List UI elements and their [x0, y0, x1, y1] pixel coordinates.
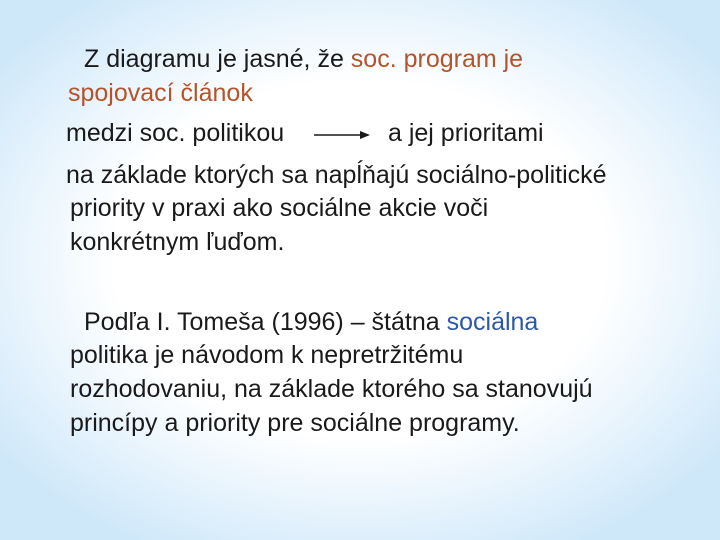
- p1-line-5: priority v praxi ako sociálne akcie voči: [70, 194, 489, 222]
- p1-line-3-left: medzi soc. politikou: [66, 119, 285, 147]
- p2-line-1-text: Podľa I. Tomeša (1996) – štátna: [84, 308, 447, 336]
- p1-line-3-right: a jej prioritami: [388, 119, 544, 147]
- p1-line-1: [84, 44, 523, 74]
- p1-line-6: konkrétnym ľuďom.: [70, 228, 285, 256]
- p2-highlight-socialna: sociálna: [446, 308, 539, 336]
- p2-line-1: [84, 307, 538, 337]
- p2-line-2: politika je návodom k nepretržitému: [70, 341, 464, 369]
- p1-line-2: spojovací článok: [68, 79, 253, 107]
- p1-line-1-text: Z diagramu je jasné, že: [84, 45, 351, 73]
- p2-line-4: princípy a priority pre sociálne programy.: [70, 409, 520, 437]
- p1-line-4: na základe ktorých sa napĺňajú sociálno-politické: [66, 161, 607, 189]
- right-arrow-icon: [314, 125, 370, 139]
- p1-highlight-soc-program: soc. program je: [350, 45, 524, 73]
- p2-line-3: rozhodovaniu, na základe ktorého sa stanovujú: [70, 375, 593, 403]
